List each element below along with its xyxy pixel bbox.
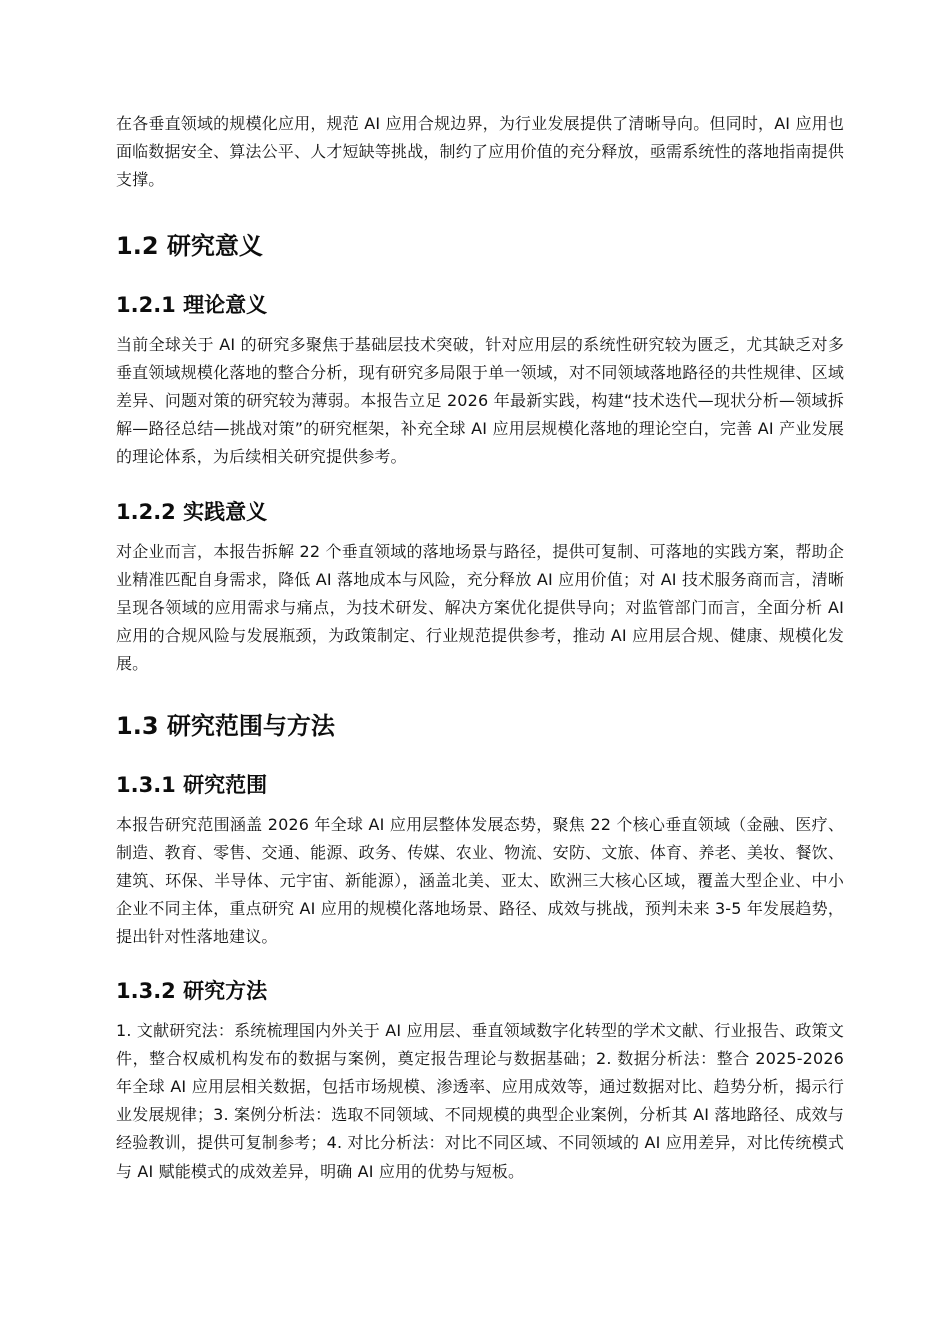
intro-paragraph: 在各垂直领域的规模化应用，规范 AI 应用合规边界，为行业发展提供了清晰导向。但同时，AI 应用也面临数据安全、算法公平、人才短缺等挑战，制约了应用价值的充分释放，亟需系统性的落地指南提供支撑。 xyxy=(116,114,844,190)
section-heading-scope-and-methods: 1.3 研究范围与方法 xyxy=(116,711,335,740)
research-scope-paragraph: 本报告研究范围涵盖 2026 年全球 AI 应用层整体发展态势，聚焦 22 个核心垂直领域（金融、医疗、制造、教育、零售、交通、能源、政务、传媒、农业、物流、安防、文旅、体育、养老、美妆、餐饮、建筑、环保、半导体、元宇宙、新能源），涵盖北美、亚太、欧洲三大核心区域，覆盖大型企业、中小企业不同主体，重点研究 AI 应用的规模化落地场景、路径、成效与挑战，预判未来 3-5 年发展趋势，提出针对性落地建议。 xyxy=(116,814,844,947)
subsection-heading-research-scope: 1.3.1 研究范围 xyxy=(116,772,268,797)
section-heading-research-significance: 1.2 研究意义 xyxy=(116,231,263,260)
research-methods-paragraph: 1. 文献研究法：系统梳理国内外关于 AI 应用层、垂直领域数字化转型的学术文献、行业报告、政策文件，整合权威机构发布的数据与案例，奠定报告理论与数据基础；2. 数据分析法：整合 2025-2026 年全球 AI 应用层相关数据，包括市场规模、渗透率、应用成效等，通过数据对比、趋势分析，揭示行业发展规律；3. 案例分析法：选取不同领域、不同规模的典型企业案例，分析其 AI 落地路径、成效与经验教训，提供可复制参考；4. 对比分析法：对比不同区域、不同领域的 AI 应用差异，对比传统模式与 AI 赋能模式的成效差异，明确 AI 应用的优势与短板。 xyxy=(116,1020,844,1181)
document-page xyxy=(116,110,844,1186)
subsection-heading-practical-significance: 1.2.2 实践意义 xyxy=(116,499,268,524)
subsection-heading-theoretical-significance: 1.2.1 理论意义 xyxy=(116,292,268,317)
theoretical-significance-paragraph: 当前全球关于 AI 的研究多聚焦于基础层技术突破，针对应用层的系统性研究较为匮乏，尤其缺乏对多垂直领域规模化落地的整合分析，现有研究多局限于单一领域，对不同领域落地路径的共性规律、区域差异、问题对策的研究较为薄弱。本报告立足 2026 年最新实践，构建“技术迭代—现状分析—领域拆解—路径总结—挑战对策”的研究框架，补充全球 AI 应用层规模化落地的理论空白，完善 AI 产业发展的理论体系，为后续相关研究提供参考。 xyxy=(116,334,844,467)
subsection-heading-research-methods: 1.3.2 研究方法 xyxy=(116,978,268,1003)
practical-significance-paragraph: 对企业而言，本报告拆解 22 个垂直领域的落地场景与路径，提供可复制、可落地的实践方案，帮助企业精准匹配自身需求，降低 AI 落地成本与风险，充分释放 AI 应用价值；对 AI 技术服务商而言，清晰呈现各领域的应用需求与痛点，为技术研发、解决方案优化提供导向；对监管部门而言，全面分析 AI 应用的合规风险与发展瓶颈，为政策制定、行业规范提供参考，推动 AI 应用层合规、健康、规模化发展。 xyxy=(116,541,844,674)
